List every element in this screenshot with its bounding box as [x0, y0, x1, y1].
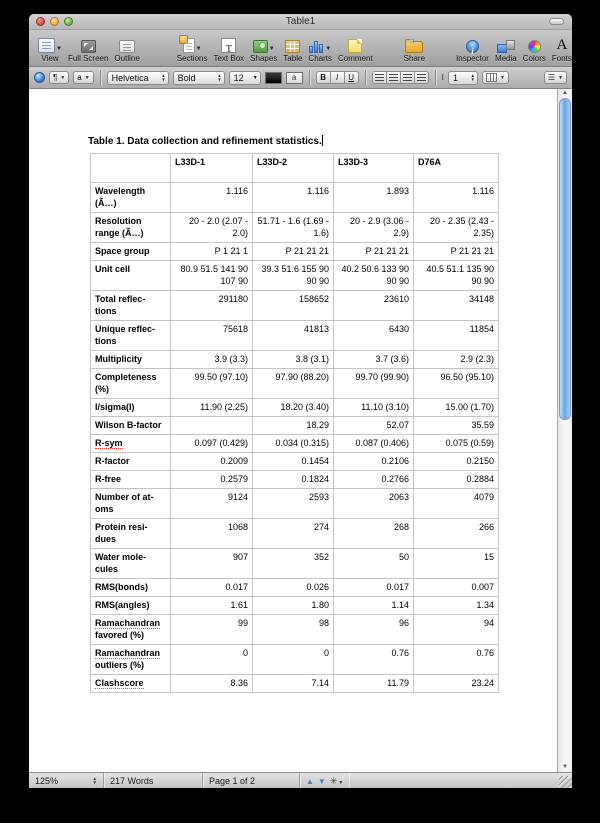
column-header[interactable]: L33D-3 [334, 154, 414, 183]
table-cell[interactable]: 23610 [334, 291, 414, 321]
list-icon: ☰ [547, 73, 556, 82]
row-label[interactable]: Water mole-cules [91, 549, 171, 579]
table-cell[interactable]: 99 [171, 615, 253, 645]
table-cell[interactable]: 3.8 (3.1) [253, 351, 334, 369]
toolbar-item-label: Table [283, 54, 303, 63]
table-row [91, 213, 499, 243]
table-cell[interactable]: 2593 [253, 489, 334, 519]
row-label[interactable]: Wavelength (Ã…) [91, 183, 171, 213]
statistics-table[interactable] [90, 153, 499, 693]
window-title: Table1 [285, 16, 316, 27]
table-cell[interactable]: 0.2150 [414, 453, 499, 471]
character-style-dropdown[interactable] [73, 71, 93, 84]
align-justify-button[interactable] [414, 71, 429, 84]
table-cell[interactable]: P 1 21 1 [171, 243, 253, 261]
table-row [91, 435, 499, 453]
toolbar-item-label: Full Screen [67, 54, 109, 63]
column-header[interactable]: D76A [414, 154, 499, 183]
toolbar-item-label: Outline [114, 54, 140, 63]
sections-icon [183, 38, 195, 53]
table-cell[interactable]: 80.9 51.5 141 90 107 90 [171, 261, 253, 291]
chevron-down-icon: ▼ [60, 74, 66, 81]
toolbar-item-share[interactable] [404, 34, 425, 63]
row-label[interactable]: RMS(bonds) [91, 579, 171, 597]
chevron-down-icon: ▼ [56, 46, 62, 52]
gear-icon[interactable]: ✳▼ [329, 775, 344, 786]
table-cell[interactable]: 18.29 [253, 417, 334, 435]
toolbar-item-label: Share [403, 54, 426, 63]
toolbar-item-charts[interactable] [308, 34, 332, 63]
toolbar-item-outline[interactable] [114, 34, 139, 63]
table-cell[interactable] [171, 417, 253, 435]
font-size-select[interactable] [229, 71, 261, 85]
zoom-level-control[interactable] [29, 773, 104, 788]
misspelled-word: Ramachandran [95, 648, 161, 658]
table-cell[interactable]: 268 [334, 519, 414, 549]
table-cell[interactable]: 0.1824 [253, 471, 334, 489]
stepper-icon: ▲ ▼ [161, 72, 166, 82]
font-family-select[interactable] [107, 71, 169, 85]
table-cell[interactable]: 3.9 (3.3) [171, 351, 253, 369]
scroll-up-arrow-icon[interactable]: ▲ [562, 90, 568, 96]
table-cell[interactable]: 1.893 [334, 183, 414, 213]
row-label[interactable]: Total reflec-tions [91, 291, 171, 321]
row-label[interactable]: I/sigma(I) [91, 399, 171, 417]
line-spacing-select[interactable] [448, 71, 478, 85]
character-style-label: a [77, 73, 82, 82]
zoom-level-value: 125% [35, 776, 59, 786]
text-color-well[interactable] [265, 72, 282, 84]
table-cell[interactable]: 98 [253, 615, 334, 645]
next-page-icon[interactable]: ▼ [317, 776, 326, 786]
table-cell[interactable]: P 21 21 21 [414, 243, 499, 261]
table-row [91, 369, 499, 399]
column-header[interactable] [91, 154, 171, 183]
table-cell[interactable]: 35.59 [414, 417, 499, 435]
table-row [91, 183, 499, 213]
share-icon [405, 41, 423, 53]
paragraph-style-dropdown[interactable] [49, 71, 69, 84]
table-cell[interactable]: 96 [334, 615, 414, 645]
table-cell[interactable]: 2.9 (2.3) [414, 351, 499, 369]
colors-icon [528, 40, 541, 53]
table-cell[interactable]: 15 [414, 549, 499, 579]
table-cell[interactable]: 0.017 [171, 579, 253, 597]
table-cell[interactable]: 0.2106 [334, 453, 414, 471]
table-cell[interactable]: 1.80 [253, 597, 334, 615]
stepper-icon: ▲ ▼ [470, 72, 476, 82]
table-row [91, 597, 499, 615]
table-row [91, 675, 499, 693]
underline-button[interactable]: U [344, 71, 359, 84]
table-cell[interactable]: 2063 [334, 489, 414, 519]
toolbar-item-comment[interactable] [338, 34, 373, 63]
media-icon [497, 40, 515, 53]
table-cell[interactable]: 1.61 [171, 597, 253, 615]
table-cell[interactable]: 0.097 (0.429) [171, 435, 253, 453]
table-row [91, 453, 499, 471]
outline-icon [119, 40, 135, 53]
stepper-icon: ▲ ▼ [92, 776, 97, 785]
table-cell[interactable]: 23.24 [414, 675, 499, 693]
table-cell[interactable]: 0.1454 [253, 453, 334, 471]
table-icon [285, 40, 300, 53]
toolbar-toggle-capsule[interactable] [549, 18, 564, 25]
table-row [91, 321, 499, 351]
line-spacing-icon: Ⅰ [441, 73, 445, 82]
toolbar-item-label: Charts [308, 54, 332, 63]
toolbar-item-text-box[interactable] [213, 34, 244, 63]
toolbar-item-sections[interactable] [177, 34, 208, 63]
document-canvas[interactable] [29, 89, 572, 772]
row-label[interactable]: Multiplicity [91, 351, 171, 369]
toolbar-item-label: Inspector [456, 54, 489, 63]
toolbar-item-label: Fonts [551, 54, 572, 63]
typeface-select[interactable] [173, 71, 225, 85]
table-row [91, 291, 499, 321]
table-cell[interactable]: 0.2009 [171, 453, 253, 471]
table-cell[interactable]: 99.50 (97.10) [171, 369, 253, 399]
page-navigation [300, 773, 349, 788]
toolbar-item-media[interactable] [495, 34, 517, 63]
document-table-caption: Table 1. Data collection and refinement statistics. [88, 136, 322, 147]
scroll-down-arrow-icon[interactable]: ▼ [562, 764, 568, 770]
table-cell[interactable]: 0 [253, 645, 334, 675]
table-row [91, 471, 499, 489]
table-cell[interactable]: 0.007 [414, 579, 499, 597]
table-cell[interactable]: 97.90 (88.20) [253, 369, 334, 399]
comment-icon [348, 39, 362, 53]
table-cell[interactable]: 11.10 (3.10) [334, 399, 414, 417]
table-cell[interactable]: 0.075 (0.59) [414, 435, 499, 453]
toolbar-item-label: View [41, 54, 59, 63]
track-changes-icon[interactable] [34, 72, 45, 83]
table-cell[interactable]: 1.116 [253, 183, 334, 213]
table-row [91, 519, 499, 549]
text-cursor [322, 135, 323, 146]
align-right-button[interactable] [400, 71, 415, 84]
divider [100, 70, 101, 86]
text-box-icon [221, 38, 236, 53]
chevron-down-icon: ▼ [195, 46, 202, 52]
table-cell[interactable]: 352 [253, 549, 334, 579]
table-cell[interactable]: 52.07 [334, 417, 414, 435]
row-label[interactable]: RMS(angles) [91, 597, 171, 615]
row-label[interactable]: Space group [91, 243, 171, 261]
table-cell[interactable]: 0.034 (0.315) [253, 435, 334, 453]
table-cell[interactable]: 41813 [253, 321, 334, 351]
table-cell[interactable]: 94 [414, 615, 499, 645]
row-label[interactable]: R-factor [91, 453, 171, 471]
table-cell[interactable]: 0.2884 [414, 471, 499, 489]
table-cell[interactable]: 291180 [171, 291, 253, 321]
table-cell[interactable]: 0.2766 [334, 471, 414, 489]
title-bar[interactable] [29, 14, 572, 30]
full-screen-icon [81, 40, 96, 53]
row-label[interactable] [91, 675, 171, 693]
chevron-down-icon: ▼ [268, 46, 275, 52]
table-cell[interactable]: 11.90 (2.25) [171, 399, 253, 417]
style-buttons [316, 71, 359, 84]
table-cell[interactable]: P 21 21 21 [334, 243, 414, 261]
align-left-button[interactable] [372, 71, 387, 84]
table-cell[interactable]: 15.00 (1.70) [414, 399, 499, 417]
scrollbar-thumb[interactable] [559, 98, 571, 420]
table-cell[interactable]: 0 [171, 645, 253, 675]
table-row [91, 489, 499, 519]
table-cell[interactable]: 0.76 [414, 645, 499, 675]
row-label[interactable]: R-free [91, 471, 171, 489]
shapes-icon [253, 40, 268, 53]
chevron-down-icon: ▼ [84, 74, 90, 81]
table-row [91, 549, 499, 579]
table-cell[interactable]: 99.70 (99.90) [334, 369, 414, 399]
row-label[interactable]: Completeness (%) [91, 369, 171, 399]
table-cell[interactable]: 0.76 [334, 645, 414, 675]
table-cell[interactable]: 40.5 51.1 135 90 90 90 [414, 261, 499, 291]
row-label[interactable]: Resolution range (Ã…) [91, 213, 171, 243]
row-label[interactable]: Ramachandran outliers (%) [91, 645, 171, 675]
column-header[interactable]: L33D-1 [171, 154, 253, 183]
misspelled-word: Ramachandran [95, 618, 161, 628]
table-row [91, 615, 499, 645]
row-label[interactable]: Unique reflec-tions [91, 321, 171, 351]
table-cell[interactable]: 40.2 50.6 133 90 90 90 [334, 261, 414, 291]
table-header-row [91, 154, 499, 183]
row-label[interactable] [91, 435, 171, 453]
page-indicator: Page 1 of 2 [203, 773, 300, 788]
chevron-down-icon: ▼ [500, 74, 505, 81]
divider [309, 70, 310, 86]
table-cell[interactable]: 75618 [171, 321, 253, 351]
toolbar-item-inspector[interactable] [456, 34, 489, 63]
chevron-down-icon: ▼ [252, 74, 258, 81]
toolbar-item-view[interactable] [38, 34, 62, 63]
table-cell[interactable]: 4079 [414, 489, 499, 519]
table-cell[interactable]: 158652 [253, 291, 334, 321]
table-cell[interactable]: 18.20 (3.40) [253, 399, 334, 417]
toolbar-item-label: Text Box [213, 54, 245, 63]
table-cell[interactable]: 39.3 51.6 155 90 90 90 [253, 261, 334, 291]
columns-dropdown[interactable] [482, 71, 509, 84]
fonts-icon: A [556, 37, 568, 53]
align-center-button[interactable] [386, 71, 401, 84]
table-row [91, 351, 499, 369]
word-count: 217 Words [104, 773, 203, 788]
toolbar-item-full-screen[interactable] [68, 34, 108, 63]
table-cell[interactable]: 0.2579 [171, 471, 253, 489]
table-cell[interactable]: 20 - 2.35 (2.43 - 2.35) [414, 213, 499, 243]
status-bar [29, 772, 572, 788]
toolbar-item-shapes[interactable] [250, 34, 277, 63]
table-cell[interactable]: 50 [334, 549, 414, 579]
table-cell[interactable]: 7.14 [253, 675, 334, 693]
table-row [91, 399, 499, 417]
table-cell[interactable]: 20 - 2.0 (2.07 - 2.0) [171, 213, 253, 243]
chevron-down-icon: ▼ [325, 46, 332, 52]
row-label[interactable]: Ramachandran favored (%) [91, 615, 171, 645]
row-label[interactable]: Unit cell [91, 261, 171, 291]
table-row [91, 645, 499, 675]
app-window [29, 14, 572, 788]
table-cell[interactable]: 6430 [334, 321, 414, 351]
toolbar-item-table[interactable] [283, 34, 302, 63]
table-cell[interactable]: 0.087 (0.406) [334, 435, 414, 453]
font-size-value: 12 [233, 72, 244, 83]
format-bar [29, 67, 572, 89]
table-cell[interactable]: 0.017 [334, 579, 414, 597]
table-cell[interactable]: 907 [171, 549, 253, 579]
table-cell[interactable]: 11.79 [334, 675, 414, 693]
toolbar-item-label: Sections [176, 54, 208, 63]
list-style-dropdown[interactable] [544, 71, 567, 84]
stepper-icon: ▲ ▼ [217, 72, 222, 82]
toolbar-item-label: Colors [522, 54, 546, 63]
table-row [91, 243, 499, 261]
view-icon [38, 38, 55, 53]
window-resize-grip[interactable] [559, 776, 572, 788]
table-row [91, 261, 499, 291]
column-header[interactable]: L33D-2 [253, 154, 334, 183]
main-toolbar [29, 30, 572, 67]
table-row [91, 579, 499, 597]
table-cell[interactable]: 51.71 - 1.6 (1.69 - 1.6) [253, 213, 334, 243]
table-cell[interactable]: 20 - 2.9 (3.06 - 2.9) [334, 213, 414, 243]
table-cell[interactable]: 274 [253, 519, 334, 549]
toolbar-item-fonts[interactable] [552, 34, 572, 63]
table-cell[interactable]: 8.36 [171, 675, 253, 693]
charts-icon [309, 40, 324, 53]
row-label[interactable]: Number of at-oms [91, 489, 171, 519]
italic-button[interactable]: I [330, 71, 345, 84]
toolbar-item-label: Media [494, 54, 517, 63]
inspector-icon [466, 40, 479, 53]
divider [435, 70, 436, 86]
table-cell[interactable]: 1.34 [414, 597, 499, 615]
background-color-well[interactable]: a [286, 72, 303, 84]
table-cell[interactable]: 1068 [171, 519, 253, 549]
table-row [91, 417, 499, 435]
table-cell[interactable]: 3.7 (3.6) [334, 351, 414, 369]
columns-icon [486, 73, 497, 82]
misspelled-word: R-sym [95, 438, 123, 448]
row-label[interactable]: Protein resi-dues [91, 519, 171, 549]
previous-page-icon[interactable]: ▲ [306, 776, 314, 786]
paragraph-style-label: ¶ [53, 73, 58, 82]
table-cell[interactable]: 0.026 [253, 579, 334, 597]
toolbar-item-colors[interactable] [523, 34, 546, 63]
table-cell[interactable]: 96.50 (95.10) [414, 369, 499, 399]
table-cell[interactable]: 1.116 [414, 183, 499, 213]
chevron-down-icon: ▼ [558, 74, 563, 81]
table-cell[interactable]: 1.14 [334, 597, 414, 615]
table-cell[interactable]: P 21 21 21 [253, 243, 334, 261]
table-cell[interactable]: 9124 [171, 489, 253, 519]
table-cell[interactable]: 1.116 [171, 183, 253, 213]
typeface-value: Bold [177, 72, 196, 83]
toolbar-item-label: Shapes [250, 54, 278, 63]
line-spacing-value: 1 [453, 72, 459, 83]
alignment-buttons [372, 71, 429, 84]
toolbar-item-label: Comment [337, 54, 373, 63]
bold-button[interactable]: B [316, 71, 331, 84]
table-cell[interactable]: 266 [414, 519, 499, 549]
table-cell[interactable]: 34148 [414, 291, 499, 321]
divider [365, 70, 366, 86]
table-cell[interactable]: 11854 [414, 321, 499, 351]
misspelled-word: Clashscore [95, 678, 144, 688]
font-family-value: Helvetica [111, 72, 149, 83]
row-label[interactable]: Wilson B-factor [91, 417, 171, 435]
vertical-scrollbar[interactable] [557, 89, 572, 772]
